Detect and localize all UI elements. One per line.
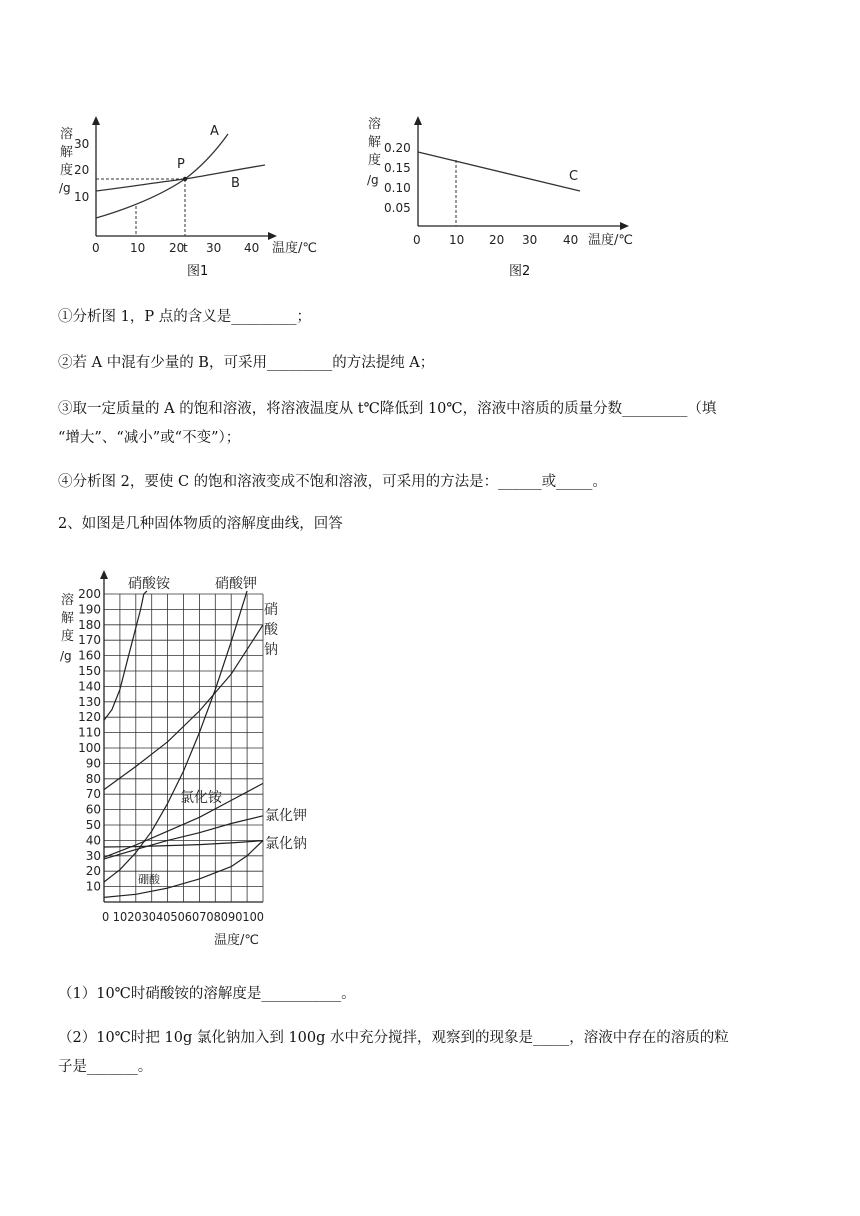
fig2-ytick-015: 0.15	[384, 161, 411, 175]
fig2-ytick-005: 0.05	[384, 201, 411, 215]
fig2-series-C-label: C	[569, 169, 579, 184]
fig1-series-B-label: B	[231, 176, 240, 191]
fig1-xtick-20: 20	[169, 241, 185, 255]
fig3-label-sodium-nitrate-1: 硝	[264, 602, 278, 618]
fig3-ytick: 10	[85, 879, 101, 894]
fig3-ytick: 50	[85, 818, 101, 832]
figure-3	[58, 568, 338, 953]
fig2-ylabel-3: 度	[368, 153, 382, 168]
fig2-caption: 图2	[509, 264, 531, 279]
fig3-label-potassium-chloride: 氯化钾	[265, 808, 307, 824]
fig3-ytick: 40	[85, 833, 101, 848]
fig2-curve-C	[418, 152, 580, 191]
fig1-xtick-t: t	[183, 241, 188, 255]
fig3-grid	[104, 594, 263, 902]
fig1-xlabel: 温度/℃	[272, 241, 317, 256]
fig3-ytick: 130	[78, 694, 101, 709]
fig1-xtick-10: 10	[130, 241, 146, 255]
q1-item-1: ①分析图 1，P 点的含义是_________；	[58, 309, 311, 325]
fig2-xlabel: 温度/℃	[588, 233, 633, 248]
fig3-xlabel: 温度/℃	[214, 933, 259, 948]
fig3-ytick: 170	[78, 633, 101, 648]
q1-item-2: ②若 A 中混有少量的 B，可采用_________的方法提纯 A；	[58, 355, 435, 371]
fig3-label-sodium-nitrate-2: 酸	[264, 622, 278, 638]
figure-2	[362, 112, 652, 282]
fig1-xtick-0: 0	[92, 241, 100, 255]
fig3-ytick: 80	[85, 771, 101, 786]
fig3-ytick: 150	[78, 664, 101, 678]
fig3-ytick: 160	[78, 648, 101, 663]
fig3-ylabel-3: 度	[61, 629, 75, 644]
fig2-y-arrow	[414, 116, 422, 125]
fig3-label-boric-acid: 硼酸	[138, 873, 160, 886]
fig3-ytick: 190	[78, 602, 101, 617]
fig3-yticks	[78, 587, 101, 894]
fig1-ylabel-3: 度	[60, 163, 74, 178]
fig2-xtick-30: 30	[522, 233, 538, 247]
fig2-ylabel-1: 溶	[368, 117, 382, 132]
fig1-ytick-30: 30	[74, 137, 90, 151]
fig2-ytick-010: 0.10	[384, 181, 411, 195]
fig1-xtick-40: 40	[244, 241, 260, 255]
fig3-ylabel-unit: /g	[60, 649, 72, 663]
fig2-ylabel-2: 解	[368, 135, 382, 150]
fig2-xtick-10: 10	[449, 233, 465, 247]
fig3-ytick: 120	[78, 710, 101, 725]
fig1-series-A-label: A	[210, 124, 219, 139]
fig1-caption: 图1	[187, 264, 209, 279]
fig3-ytick: 200	[78, 587, 101, 601]
fig1-x-arrow	[268, 232, 277, 240]
q2-title: 2、如图是几种固体物质的溶解度曲线，回答	[58, 516, 343, 532]
fig1-y-arrow	[92, 116, 100, 125]
fig3-label-sodium-nitrate-3: 钠	[264, 642, 278, 658]
fig2-ytick-020: 0.20	[384, 141, 411, 155]
fig3-ylabel-1: 溶	[61, 593, 75, 608]
q2-item-1: （1）10℃时硝酸铵的溶解度是___________。	[58, 986, 356, 1002]
fig1-ytick-10: 10	[74, 190, 90, 204]
fig3-ytick: 110	[78, 725, 101, 740]
fig1-ylabel-1: 溶	[60, 127, 74, 142]
fig3-ytick: 100	[78, 741, 101, 755]
fig3-y-arrow	[100, 570, 108, 579]
fig1-ylabel-unit: /g	[59, 181, 71, 195]
fig3-xticks: 0 102030405060708090100	[102, 910, 264, 924]
fig3-label-ammonium-nitrate: 硝酸铵	[128, 576, 170, 592]
q1-item-4: ④分析图 2，要使 C 的饱和溶液变成不饱和溶液，可采用的方法是：______或_____。	[58, 474, 607, 490]
fig1-ylabel-2: 解	[60, 145, 74, 160]
figure-1	[50, 112, 340, 282]
fig1-curve-A	[96, 134, 228, 218]
fig1-ytick-20: 20	[74, 163, 90, 177]
fig3-ylabel-2: 解	[61, 611, 75, 626]
fig2-xtick-40: 40	[563, 233, 579, 247]
fig2-xtick-20: 20	[489, 233, 505, 247]
fig3-ytick: 20	[85, 864, 101, 879]
fig1-point-P	[183, 177, 187, 181]
fig3-ytick: 30	[85, 848, 101, 863]
fig1-xtick-30: 30	[206, 241, 222, 255]
fig2-xtick-0: 0	[413, 233, 421, 247]
q1-item-3-cont: “增大”、“减小”或“不变”）；	[58, 430, 241, 446]
fig3-ytick: 140	[78, 679, 101, 694]
fig2-x-arrow	[620, 222, 629, 230]
q1-item-3: ③取一定质量的 A 的饱和溶液，将溶液温度从 t℃降低到 10℃，溶液中溶质的质量分数_________（填	[58, 401, 717, 417]
fig1-point-P-label: P	[177, 157, 185, 172]
fig2-ylabel-unit: /g	[367, 173, 379, 187]
fig3-ytick: 70	[85, 787, 101, 802]
fig3-label-sodium-chloride: 氯化钠	[265, 836, 307, 852]
q2-item-2-cont: 子是_______。	[58, 1059, 153, 1075]
fig3-label-potassium-nitrate: 硝酸钾	[215, 576, 257, 592]
fig3-ytick: 60	[85, 802, 101, 817]
fig3-ytick: 90	[85, 756, 101, 771]
q2-item-2: （2）10℃时把 10g 氯化钠加入到 100g 水中充分搅拌，观察到的现象是_____，溶液中存在的溶质的粒	[58, 1030, 729, 1046]
fig3-label-ammonium-chloride: 氯化铵	[180, 790, 222, 806]
fig3-ytick: 180	[78, 617, 101, 632]
